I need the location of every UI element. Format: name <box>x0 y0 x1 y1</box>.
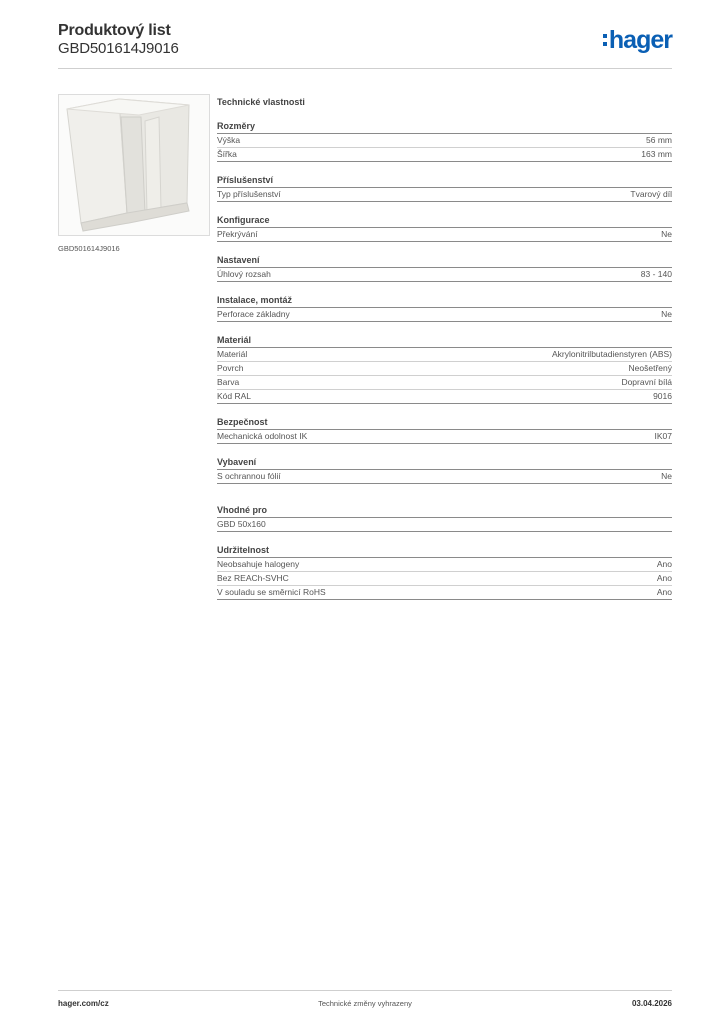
section-title: Příslušenství <box>217 174 672 188</box>
page-footer <box>58 990 672 1017</box>
spec-section-configuration <box>217 214 672 242</box>
spec-value: 9016 <box>653 391 672 401</box>
spec-value: 163 mm <box>641 149 672 159</box>
section-title: Rozměry <box>217 120 672 134</box>
spec-value: Dopravní bílá <box>621 377 672 387</box>
spec-row <box>217 558 672 572</box>
spec-label: Úhlový rozsah <box>217 269 271 279</box>
spec-row <box>217 572 672 586</box>
spec-row <box>217 362 672 376</box>
spec-section-settings <box>217 254 672 282</box>
spec-row <box>217 228 672 242</box>
footer-date: 03.04.2026 <box>631 999 672 1008</box>
section-title: Vhodné pro <box>217 504 672 518</box>
section-title: Vybavení <box>217 456 672 470</box>
spec-value: 56 mm <box>646 135 672 145</box>
spec-row <box>217 188 672 202</box>
spec-label: GBD 50x160 <box>217 519 266 529</box>
footer-notice: Technické změny vyhrazeny <box>318 999 412 1008</box>
spec-row <box>217 308 672 322</box>
spec-section-sustainability <box>217 544 672 600</box>
spec-value: Ano <box>656 587 672 597</box>
spec-label: Perforace základny <box>217 309 290 319</box>
spec-label: Neobsahuje halogeny <box>217 559 300 569</box>
section-title: Materiál <box>217 334 672 348</box>
logo-text: hager <box>608 26 672 54</box>
spec-label: Barva <box>217 377 240 387</box>
spec-value: Ano <box>656 559 672 569</box>
spec-row <box>217 518 672 532</box>
spec-section-suitable-for <box>217 504 672 532</box>
spec-value: Tvarový díl <box>630 189 672 199</box>
spec-label: S ochrannou fólií <box>217 471 281 481</box>
spec-section-material <box>217 334 672 404</box>
spec-value: IK07 <box>654 431 672 441</box>
section-title: Konfigurace <box>217 214 672 228</box>
page-header <box>58 20 672 69</box>
spec-value: 83 - 140 <box>640 269 672 279</box>
product-code: GBD501614J9016 <box>58 40 179 57</box>
spec-value: Akrylonitrilbutadienstyren (ABS) <box>552 349 672 359</box>
spec-label: Výška <box>217 135 241 145</box>
spec-value: Ne <box>661 471 672 481</box>
footer-website-link[interactable]: hager.com/cz <box>58 999 109 1008</box>
spec-label: Materiál <box>217 349 248 359</box>
spec-label: Mechanická odolnost IK <box>217 431 308 441</box>
spec-row <box>217 134 672 148</box>
spec-value: Ne <box>661 229 672 239</box>
logo-dots-icon <box>603 34 607 46</box>
section-title: Bezpečnost <box>217 416 672 430</box>
spec-row <box>217 586 672 600</box>
spec-section-installation <box>217 294 672 322</box>
spec-label: Šířka <box>217 149 237 159</box>
spec-section-safety <box>217 416 672 444</box>
product-image <box>58 94 210 236</box>
technical-specs <box>217 97 672 612</box>
spec-section-equipment <box>217 456 672 484</box>
spec-label: Bez REACh-SVHC <box>217 573 289 583</box>
spec-label: Překrývání <box>217 229 258 239</box>
spec-value: Neošetřený <box>628 363 672 373</box>
section-title: Instalace, montáž <box>217 294 672 308</box>
spec-value: Ano <box>656 573 672 583</box>
spec-label: V souladu se směrnicí RoHS <box>217 587 326 597</box>
spec-row <box>217 390 672 404</box>
spec-label: Povrch <box>217 363 244 373</box>
spec-section-dimensions <box>217 120 672 162</box>
inner-corner-fitting-icon <box>59 95 209 235</box>
page-title: Produktový list <box>58 22 171 39</box>
spec-value: Ne <box>661 309 672 319</box>
section-title: Udržitelnost <box>217 544 672 558</box>
spec-row <box>217 348 672 362</box>
spec-label: Typ příslušenství <box>217 189 281 199</box>
hager-logo <box>603 27 672 53</box>
specs-heading: Technické vlastnosti <box>217 97 305 107</box>
spec-row <box>217 470 672 484</box>
spec-section-accessories <box>217 174 672 202</box>
spec-row <box>217 376 672 390</box>
spec-row <box>217 268 672 282</box>
section-title: Nastavení <box>217 254 672 268</box>
spec-row <box>217 148 672 162</box>
spec-label: Kód RAL <box>217 391 252 401</box>
image-caption: GBD501614J9016 <box>58 244 120 253</box>
spec-row <box>217 430 672 444</box>
